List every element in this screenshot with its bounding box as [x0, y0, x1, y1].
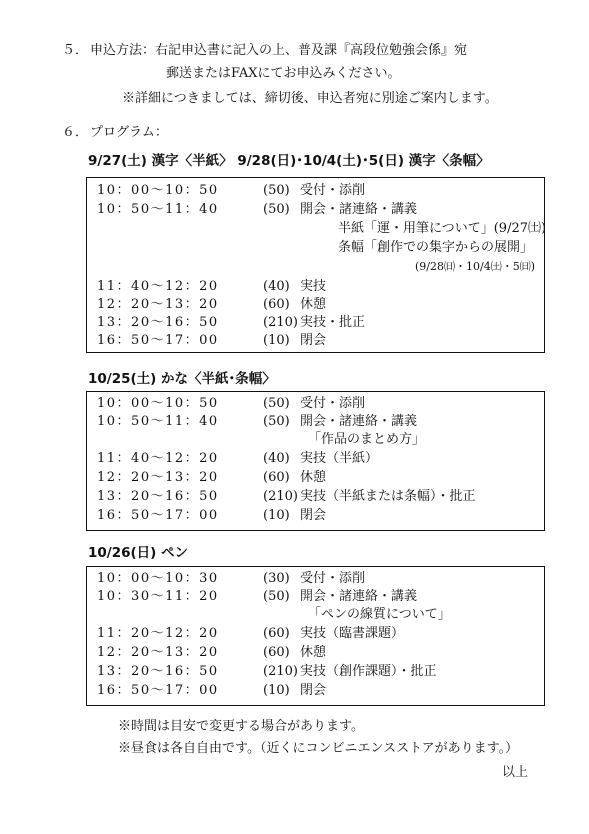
duration-minutes: (60)	[263, 297, 290, 312]
time-range: 12：20～13：20	[97, 645, 219, 660]
activity: 実技（臨書課題）	[300, 626, 405, 641]
activity: 閉会	[300, 683, 327, 698]
time-range: 16：50～17：00	[97, 333, 219, 348]
activity: 受付・添削	[300, 396, 366, 411]
section-5-number: ５．	[62, 43, 89, 58]
time-range: 16：50～17：00	[97, 683, 219, 698]
time-range: 10：00～10：50	[97, 183, 219, 198]
activity: 開会・諸連絡・講義	[300, 589, 418, 604]
duration-minutes: (60)	[263, 645, 290, 660]
duration-minutes: (10)	[263, 683, 290, 698]
program-title: プログラム：	[90, 125, 168, 140]
lecture-topic-jofuku: 条幅「創作での集字からの展開」	[338, 240, 534, 255]
session-heading-kanji: 9/27(土) 漢字〈半紙〉 9/28(日)･10/4(土)･5(日) 漢字〈条幅〉	[88, 153, 490, 169]
activity: 休憩	[300, 645, 327, 660]
time-range: 12：20～13：20	[97, 297, 219, 312]
schedule-table-pen	[86, 566, 545, 706]
activity: 実技（半紙または条幅）・批正	[300, 489, 476, 504]
time-range: 16：50～17：00	[97, 508, 219, 523]
duration-minutes: (50)	[263, 183, 290, 198]
duration-minutes: (50)	[263, 589, 290, 604]
activity: 実技（半紙）	[300, 451, 379, 466]
duration-minutes: (50)	[263, 414, 290, 429]
time-range: 13：20～16：50	[97, 664, 219, 679]
schedule-table-kanji	[86, 177, 545, 353]
closing-mark: 以上	[502, 765, 529, 780]
application-method-line2: 郵送またはFAXにてお申込みください。	[166, 66, 401, 81]
duration-minutes: (40)	[263, 451, 290, 466]
duration-minutes: (50)	[263, 396, 290, 411]
time-range: 11：40～12：20	[97, 279, 219, 294]
time-range: 11：40～12：20	[97, 451, 219, 466]
lecture-topic: 「作品のまとめ方」	[308, 432, 426, 447]
duration-minutes: (210)	[263, 489, 298, 504]
note-time-change: ※時間は目安で変更する場合があります。	[118, 719, 364, 734]
activity: 閉会	[300, 333, 327, 348]
activity: 休憩	[300, 470, 327, 485]
time-range: 12：20～13：20	[97, 470, 219, 485]
time-range: 13：20～16：50	[97, 489, 219, 504]
duration-minutes: (210)	[263, 315, 298, 330]
duration-minutes: (40)	[263, 279, 290, 294]
time-range: 10：00～10：50	[97, 396, 219, 411]
session-heading-kana: 10/25(土) かな〈半紙･条幅〉	[88, 371, 276, 387]
duration-minutes: (10)	[263, 508, 290, 523]
duration-minutes: (210)	[263, 664, 298, 679]
session-heading-pen: 10/26(日) ペン	[88, 545, 189, 561]
time-range: 10：30～11：20	[97, 589, 219, 604]
activity: 閉会	[300, 508, 327, 523]
lecture-topic: 「ペンの線質について」	[308, 607, 451, 622]
activity: 受付・添削	[300, 183, 366, 198]
activity: 受付・添削	[300, 571, 366, 586]
lecture-topic-dates: (9/28㈰・10/4㈯・5㈰)	[415, 260, 535, 273]
time-range: 10：50～11：40	[97, 414, 219, 429]
duration-minutes: (50)	[263, 202, 290, 217]
activity: 実技（創作課題）・批正	[300, 664, 437, 679]
note-lunch: ※昼食は各自自由です。（近くにコンビニエンスストアがあります。）	[118, 741, 519, 756]
duration-minutes: (10)	[263, 333, 290, 348]
lecture-topic-hanshi: 半紙「運・用筆について」(9/27㈯)	[338, 221, 547, 236]
schedule-table-kana	[86, 391, 545, 531]
activity: 開会・諸連絡・講義	[300, 202, 418, 217]
duration-minutes: (30)	[263, 571, 290, 586]
application-method-line1: 申込方法：右記申込書に記入の上、普及課『高段位勉強会係』宛	[90, 43, 468, 58]
activity: 実技・批正	[300, 315, 366, 330]
duration-minutes: (60)	[263, 626, 290, 641]
activity: 実技	[300, 279, 327, 294]
activity: 休憩	[300, 297, 327, 312]
time-range: 10：00～10：30	[97, 571, 219, 586]
time-range: 11：20～12：20	[97, 626, 219, 641]
application-note: ※詳細につきましては、締切後、申込者宛に別途ご案内します。	[122, 91, 498, 106]
activity: 開会・諸連絡・講義	[300, 414, 418, 429]
section-6-number: ６．	[62, 125, 89, 140]
time-range: 10：50～11：40	[97, 202, 219, 217]
duration-minutes: (60)	[263, 470, 290, 485]
time-range: 13：20～16：50	[97, 315, 219, 330]
